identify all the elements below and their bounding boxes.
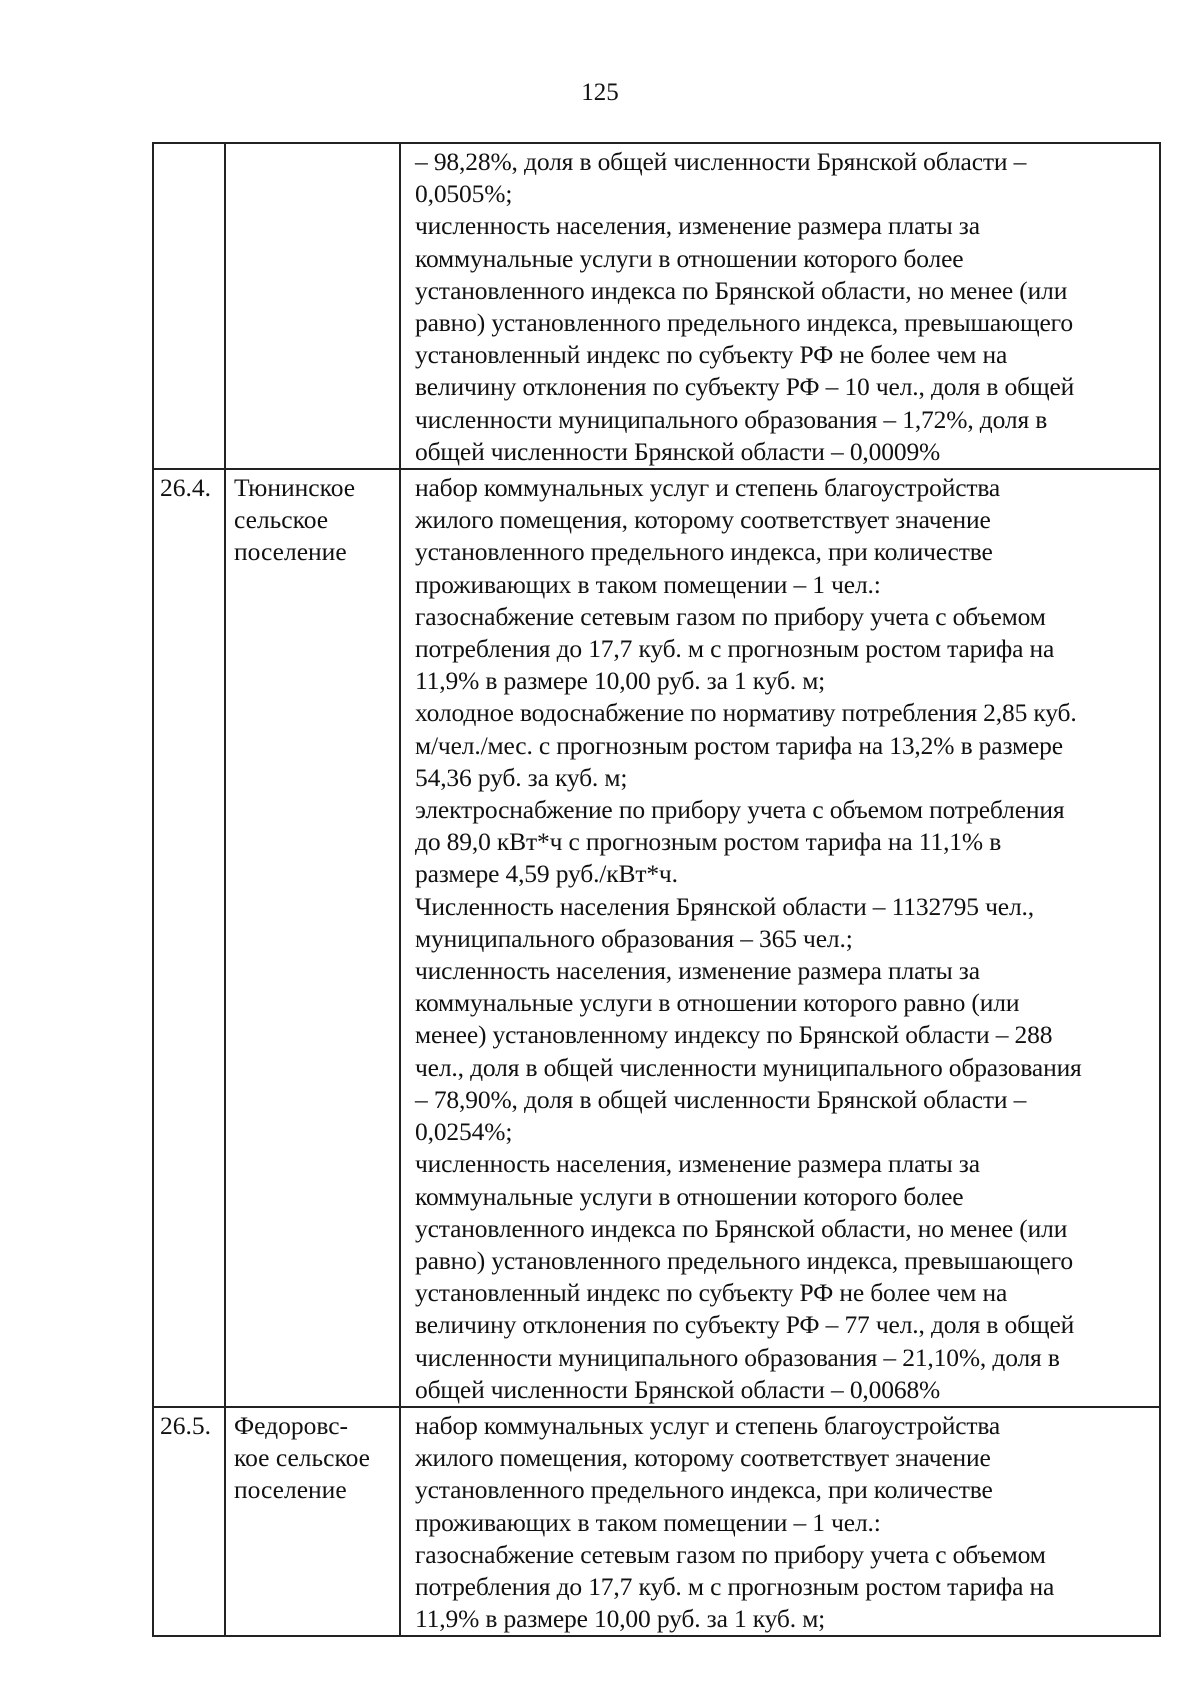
text-line: установленного предельного индекса, при количестве [415,537,993,567]
text-line: величину отклонения по субъекту РФ – 77 чел., доля в общей [415,1310,1075,1340]
text-line: м/чел./мес. с прогнозным ростом тарифа на 13,2% в размере [415,730,1063,760]
text-line: электроснабжение по прибору учета с объемом потребления [415,795,1065,825]
text-line: холодное водоснабжение по нормативу потребления 2,85 куб. [415,698,1077,728]
name-line: Тюнинское [234,473,356,503]
text-line: чел., доля в общей численности муниципального образования [415,1052,1082,1082]
text-line: потребления до 17,7 куб. м с прогнозным ростом тарифа на [415,1571,1055,1601]
text-line: Численность населения Брянской области – 1132795 чел., [415,891,1034,921]
text-line: набор коммунальных услуг и степень благоустройства [415,1410,1001,1440]
text-line: коммунальные услуги в отношении которого более [415,243,964,273]
text-line: установленного индекса по Брянской области, но менее (или [415,275,1068,305]
text-line: численности муниципального образования – 1,72%, доля в [415,404,1048,434]
text-line: проживающих в таком помещении – 1 чел.: [415,569,881,599]
text-line: установленный индекс по субъекту РФ не более чем на [415,340,1008,370]
description-cell [400,1407,1160,1636]
settlement-name-cell [225,143,400,469]
name-line: кое сельское [234,1443,370,1473]
text-line: менее) установленному индексу по Брянской области – 288 [415,1020,1053,1050]
description-cell [400,143,1160,469]
table-row [153,1407,1160,1636]
text-line: 11,9% в размере 10,00 руб. за 1 куб. м; [415,1604,826,1634]
text-line: проживающих в таком помещении – 1 чел.: [415,1507,881,1537]
text-line: установленный индекс по субъекту РФ не более чем на [415,1278,1008,1308]
text-line: – 98,28%, доля в общей численности Брянской области – [415,147,1027,176]
text-line: общей численности Брянской области – 0,0068% [415,1374,941,1404]
tariff-table [152,142,1161,1637]
text-line: общей численности Брянской области – 0,0009% [415,436,941,466]
table-row [153,469,1160,1407]
text-line: установленного предельного индекса, при количестве [415,1475,993,1505]
name-line: Федоровс- [234,1410,349,1440]
text-line: равно) установленного предельного индекса, превышающего [415,308,1073,338]
text-line: муниципального образования – 365 чел.; [415,923,853,953]
name-line: поселение [234,1475,347,1505]
name-line: сельское [234,505,329,535]
name-line: поселение [234,537,347,567]
text-line: 0,0254%; [415,1117,513,1147]
text-line: жилого помещения, которому соответствует значение [415,505,991,535]
text-line: до 89,0 кВт*ч с прогнозным ростом тарифа на 11,1% в [415,827,1002,857]
text-line: численность населения, изменение размера платы за [415,211,980,241]
text-line: равно) установленного предельного индекса, превышающего [415,1245,1073,1275]
text-line: – 78,90%, доля в общей численности Брянской области – [415,1084,1027,1114]
text-line: коммунальные услуги в отношении которого равно (или [415,988,1020,1018]
table-row [153,143,1160,469]
text-line: размере 4,59 руб./кВт*ч. [415,859,678,889]
row-number-cell: 26.4. [153,469,225,1407]
text-line: установленного индекса по Брянской области, но менее (или [415,1213,1068,1243]
row-number-cell [153,143,225,469]
text-line: численности муниципального образования – 21,10%, доля в [415,1342,1060,1372]
text-line: величину отклонения по субъекту РФ – 10 чел., доля в общей [415,372,1075,402]
description-cell [400,469,1160,1407]
text-line: 54,36 руб. за куб. м; [415,762,628,792]
text-line: газоснабжение сетевым газом по прибору учета с объемом [415,601,1046,631]
page-number: 125 [581,79,619,106]
row-number-cell: 26.5. [153,1407,225,1636]
text-line: 11,9% в размере 10,00 руб. за 1 куб. м; [415,666,826,696]
settlement-name-cell [225,1407,400,1636]
settlement-name-cell [225,469,400,1407]
text-line: потребления до 17,7 куб. м с прогнозным ростом тарифа на [415,634,1055,664]
text-line: численность населения, изменение размера платы за [415,1149,980,1179]
text-line: жилого помещения, которому соответствует значение [415,1443,991,1473]
text-line: газоснабжение сетевым газом по прибору учета с объемом [415,1539,1046,1569]
text-line: численность населения, изменение размера платы за [415,956,980,986]
text-line: 0,0505%; [415,179,513,209]
text-line: набор коммунальных услуг и степень благоустройства [415,473,1001,503]
text-line: коммунальные услуги в отношении которого более [415,1181,964,1211]
